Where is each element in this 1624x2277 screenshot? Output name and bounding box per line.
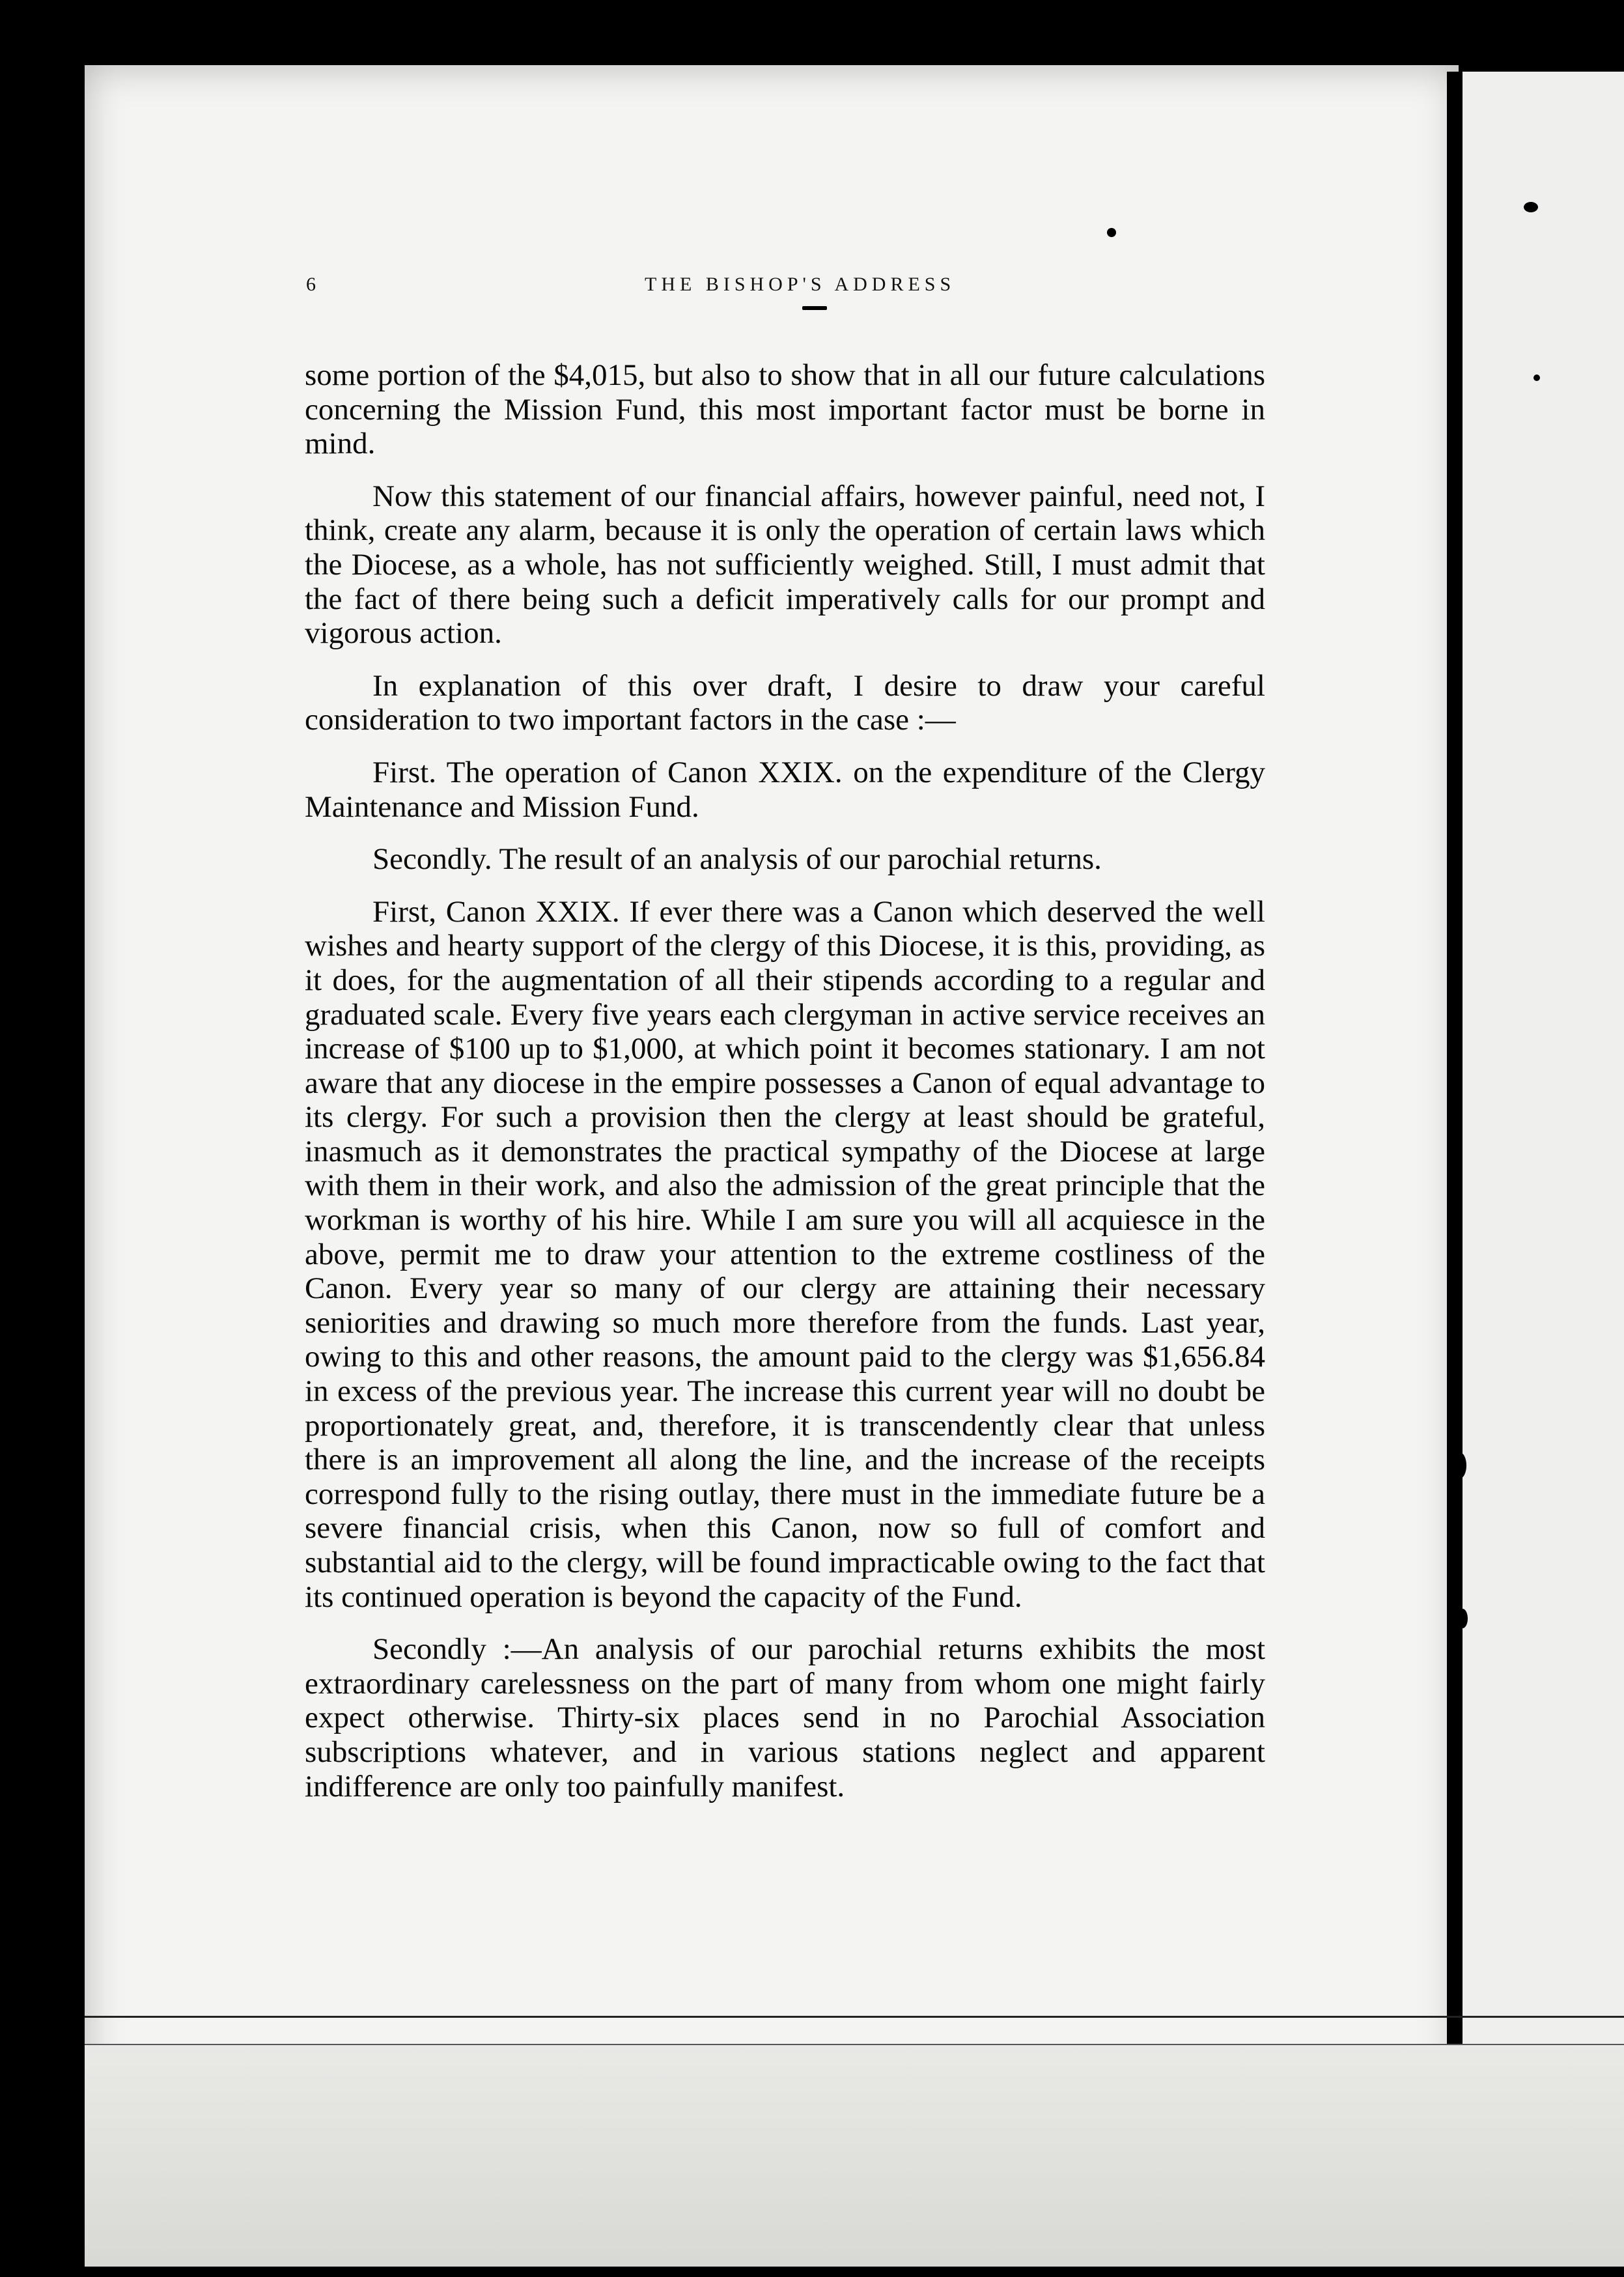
bottom-rule — [85, 2016, 1624, 2018]
paragraph-first-factor: First. The operation of Canon XXIX. on the expenditure of the Clergy Maintenance and Mission Fund. — [305, 755, 1265, 824]
paragraph-financial-affairs: Now this statement of our financial affairs, however painful, need not, I think, create any alarm, because it is only the operation of certain laws which the Diocese, as a whole, has not sufficiently weighed. Still, I must admit that the fact of there being such a deficit imperatively calls for our prompt and vigorous action. — [305, 479, 1265, 651]
ink-speck — [802, 306, 827, 310]
page-gutter — [1447, 72, 1463, 2267]
ink-speck — [1107, 228, 1116, 237]
running-head: THE BISHOP'S ADDRESS — [645, 274, 956, 295]
ink-speck — [1533, 375, 1540, 381]
paragraph-parochial-returns: Secondly :—An analysis of our parochial returns exhibits the most extraordinary carelessness on the part of many from whom one might fairly expect otherwise. Thirty-six places send in no Parochial Association subscriptions whatever, and in various stations neglect and apparent indifference are only too painfully manifest. — [305, 1632, 1265, 1803]
paragraph-canon-xxix: First, Canon XXIX. If ever there was a Canon which deserved the well wishes and hearty support of the clergy of this Diocese, it is this, providing, as it does, for the augmentation of all their stipends according to a regular and graduated scale. Every five years each clergyman in active service receives an increase of $100 up to $1,000, at which point it becomes stationary. I am not aware that any diocese in the empire possesses a Canon of equal advantage to its clergy. For such a provision then the clergy at least should be grateful, inasmuch as it demonstrates the practical sympathy of the Diocese at large with them in their work, and also the admission of the great principle that the workman is worthy of his hire. While I am sure you will all acquiesce in the above, permit me to draw your attention to the extreme costliness of the Canon. Every year so many of our clergy are attaining their necessary seniorities and drawing so much more therefore from the funds. Last year, owing to this and other reasons, the amount paid to the clergy was $1,656.84 in excess of the previous year. The increase this current year will no doubt be proportionately great, and, therefore, it is transcendently clear that unless there is an improvement all along the line, and the increase of the receipts correspond fully to the rising outlay, there must in the immediate future be a severe financial crisis, when this Canon, now so full of comfort and substantial aid to the clergy, will be found impracticable owing to the fact that its continued operation is beyond the capacity of the Fund. — [305, 894, 1265, 1614]
ink-speck — [1453, 1452, 1466, 1478]
paragraph-explanation: In explanation of this over draft, I desire to draw your careful consideration to two important factors in the case :— — [305, 668, 1265, 737]
paragraph-second-factor: Secondly. The result of an analysis of our parochial returns. — [372, 842, 1102, 877]
body-text — [305, 358, 1265, 1822]
adjacent-page-edge — [1463, 72, 1624, 2267]
paragraph-continuation: some portion of the $4,015, but also to show that in all our future calculations concerning the Mission Fund, this most important factor must be borne in mind. — [305, 358, 1265, 461]
page-number: 6 — [306, 274, 320, 295]
ink-speck — [1524, 202, 1538, 212]
bottom-rule-secondary — [85, 2044, 1624, 2045]
page-bottom-margin — [85, 2045, 1624, 2267]
ink-speck — [1457, 1609, 1468, 1628]
